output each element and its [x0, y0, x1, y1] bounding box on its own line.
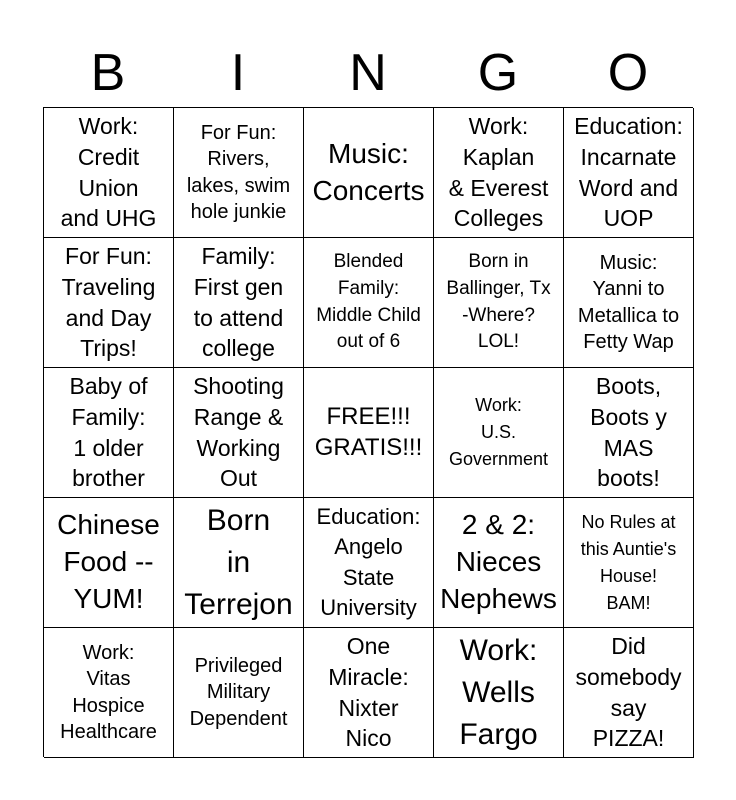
- header-letter-g: G: [477, 44, 519, 102]
- bingo-cell-r3c1[interactable]: Baby of Family: 1 older brother: [44, 368, 174, 498]
- bingo-cell-r1c3[interactable]: Music: Concerts: [304, 108, 434, 238]
- bingo-cell-r2c5[interactable]: Music: Yanni to Metallica to Fetty Wap: [564, 238, 694, 368]
- bingo-header: [43, 40, 693, 106]
- header-letter-o: O: [607, 44, 649, 102]
- bingo-cell-r4c1[interactable]: Chinese Food -- YUM!: [44, 498, 174, 628]
- bingo-cell-r3c2[interactable]: Shooting Range & Working Out: [174, 368, 304, 498]
- bingo-cell-r5c5[interactable]: Did somebody say PIZZA!: [564, 628, 694, 758]
- bingo-cell-r2c1[interactable]: For Fun: Traveling and Day Trips!: [44, 238, 174, 368]
- bingo-cell-r3c4[interactable]: Work: U.S. Government: [434, 368, 564, 498]
- bingo-cell-r4c4[interactable]: 2 & 2: Nieces Nephews: [434, 498, 564, 628]
- bingo-cell-r2c2[interactable]: Family: First gen to attend college: [174, 238, 304, 368]
- bingo-cell-r1c5[interactable]: Education: Incarnate Word and UOP: [564, 108, 694, 238]
- bingo-cell-r4c3[interactable]: Education: Angelo State University: [304, 498, 434, 628]
- bingo-cell-r5c4[interactable]: Work: Wells Fargo: [434, 628, 564, 758]
- bingo-cell-r2c4[interactable]: Born in Ballinger, Tx -Where? LOL!: [434, 238, 564, 368]
- header-letter-n: N: [349, 44, 387, 102]
- bingo-cell-r1c1[interactable]: Work: Credit Union and UHG: [44, 108, 174, 238]
- bingo-cell-r5c3[interactable]: One Miracle: Nixter Nico: [304, 628, 434, 758]
- bingo-cell-r4c5[interactable]: No Rules at this Auntie's House! BAM!: [564, 498, 694, 628]
- header-letter-b: B: [90, 44, 126, 102]
- bingo-cell-r4c2[interactable]: Born in Terrejon: [174, 498, 304, 628]
- bingo-cell-r1c2[interactable]: For Fun: Rivers, lakes, swim hole junkie: [174, 108, 304, 238]
- header-letter-i: I: [230, 44, 246, 102]
- bingo-cell-r5c1[interactable]: Work: Vitas Hospice Healthcare: [44, 628, 174, 758]
- bingo-cell-r2c3[interactable]: Blended Family: Middle Child out of 6: [304, 238, 434, 368]
- bingo-cell-r5c2[interactable]: Privileged Military Dependent: [174, 628, 304, 758]
- free-space-cell[interactable]: FREE!!! GRATIS!!!: [304, 368, 434, 498]
- bingo-cell-r3c5[interactable]: Boots, Boots y MAS boots!: [564, 368, 694, 498]
- bingo-cell-r1c4[interactable]: Work: Kaplan & Everest Colleges: [434, 108, 564, 238]
- bingo-card-grid: [43, 107, 693, 757]
